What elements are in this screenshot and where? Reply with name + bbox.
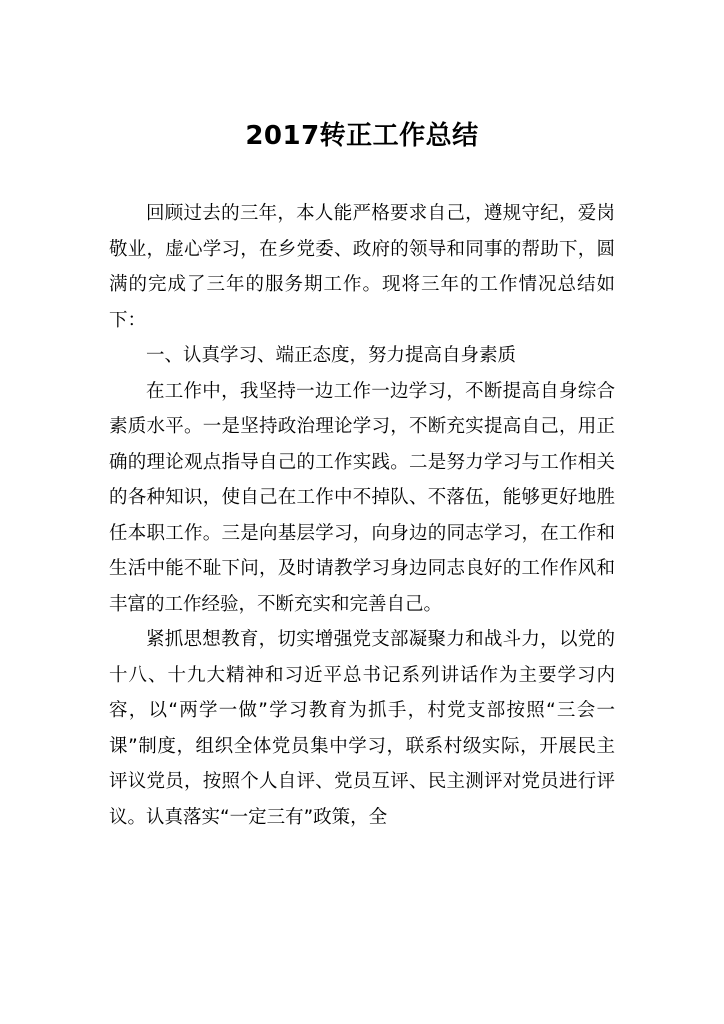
document-title: 2017转正工作总结	[245, 121, 479, 151]
paragraph-education: 紧抓思想教育，切实增强党支部凝聚力和战斗力，以党的十八、十九大精神和习近平总书记系列讲话作为主要学习内容，以“两学一做”学习教育为抓手，村党支部按照“三会一课”制度，组织全体党员集中学习，联系村级实际，开展民主评议党员，按照个人自评、党员互评、民主测评对党员进行评议。认真落实“一定三有”政策，全	[109, 629, 615, 828]
document-body	[109, 196, 615, 835]
section-heading: 一、认真学习、端正态度，努力提高自身素质	[146, 345, 517, 366]
paragraph-intro: 回顾过去的三年，本人能严格要求自己，遵规守纪，爱岗敬业，虚心学习，在乡党委、政府的领导和同事的帮助下，圆满的完成了三年的服务期工作。现将三年的工作情况总结如下：	[109, 203, 615, 331]
paragraph-study: 在工作中，我坚持一边工作一边学习，不断提高自身综合素质水平。一是坚持政治理论学习，不断充实提高自己，用正确的理论观点指导自己的工作实践。二是努力学习与工作相关的各种知识，使自己在工作中不掉队、不落伍，能够更好地胜任本职工作。三是向基层学习，向身边的同志学习，在工作和生活中能不耻下问，及时请教学习身边同志良好的工作作风和丰富的工作经验，不断充实和完善自己。	[109, 380, 615, 615]
